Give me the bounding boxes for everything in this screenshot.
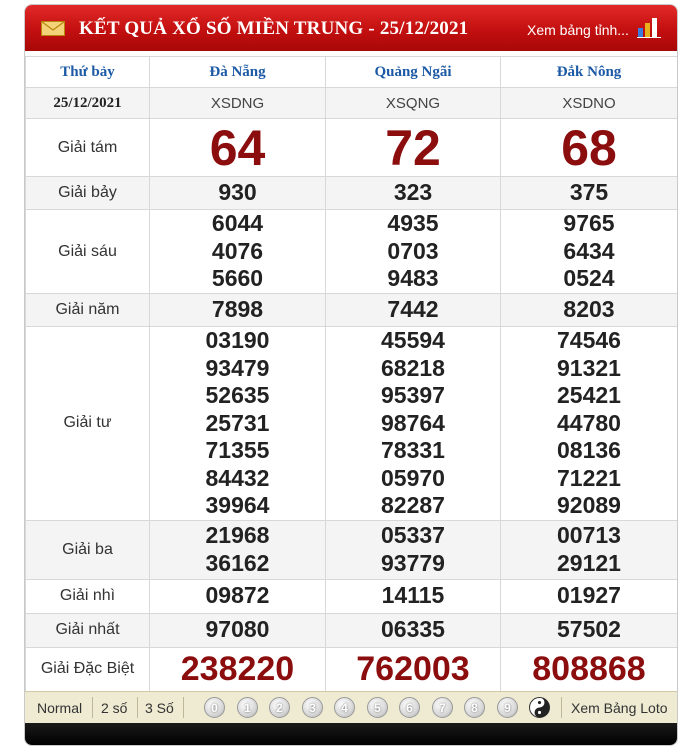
draw-date: 25/12/2021 <box>26 88 150 119</box>
digit-2-ball[interactable]: 2 <box>269 697 290 718</box>
table-row <box>26 327 678 521</box>
prize-number: 39964 <box>205 492 270 518</box>
table-row <box>26 294 678 327</box>
toolbar-divider <box>92 697 93 718</box>
digit-8-ball[interactable]: 8 <box>464 697 485 718</box>
prize-number: 5660 <box>211 265 264 292</box>
prize-number: 9483 <box>387 265 439 292</box>
prize-cell <box>150 327 326 521</box>
prize-cell <box>501 327 678 521</box>
table-row <box>26 119 678 177</box>
prize-number: 7898 <box>150 294 326 327</box>
prize-number: 25731 <box>205 409 270 436</box>
results-panel <box>24 4 678 746</box>
prize-number: 68218 <box>381 354 445 381</box>
prize-number: 52635 <box>205 382 270 408</box>
special-prize-number: 238220 <box>150 647 326 691</box>
prize-number: 7442 <box>326 294 501 327</box>
page-title: KẾT QUẢ XỔ SỐ MIỀN TRUNG - 25/12/2021 <box>79 18 469 39</box>
prize-number: 6044 <box>211 210 264 237</box>
digit-5-ball[interactable]: 5 <box>367 697 388 718</box>
prize-number: 21968 <box>205 522 270 548</box>
table-row <box>26 520 678 579</box>
prize-number: 82287 <box>381 492 445 518</box>
prize-number: 68 <box>501 119 678 177</box>
province-da-nang-link[interactable]: Đà Nẵng <box>150 57 326 88</box>
prize-number: 72 <box>326 119 501 177</box>
table-row <box>26 88 678 119</box>
prize-number: 93779 <box>381 549 445 576</box>
prize-number: 05337 <box>381 522 445 548</box>
prize-label: Giải Đặc Biệt <box>26 647 150 691</box>
three-digit-mode-button[interactable]: 3 Số <box>145 700 174 716</box>
province-quang-ngai-link[interactable]: Quảng Ngãi <box>326 57 501 88</box>
prize-cell <box>501 520 678 579</box>
prize-cell <box>326 327 501 521</box>
prize-cell <box>150 520 326 579</box>
prize-number: 08136 <box>557 437 621 463</box>
display-toolbar <box>25 691 677 723</box>
prize-number: 45594 <box>381 327 445 353</box>
digit-0-ball[interactable]: 0 <box>204 697 225 718</box>
prize-number: 01927 <box>501 579 678 613</box>
province-dak-nong-link[interactable]: Đắk Nông <box>501 57 678 88</box>
table-header-row <box>26 57 678 88</box>
prize-number: 71221 <box>557 464 621 491</box>
prize-number: 06335 <box>326 613 501 647</box>
prize-number: 9765 <box>563 210 615 237</box>
prize-number: 64 <box>150 119 326 177</box>
prize-number: 92089 <box>557 492 621 518</box>
digit-3-ball[interactable]: 3 <box>302 697 323 718</box>
special-prize-number: 808868 <box>501 647 678 691</box>
prize-number: 14115 <box>326 579 501 613</box>
prize-number: 375 <box>501 177 678 210</box>
lottery-results-table <box>25 56 678 692</box>
two-digit-mode-button[interactable]: 2 số <box>101 700 128 716</box>
bar-chart-icon[interactable] <box>637 16 661 38</box>
prize-number: 05970 <box>381 464 445 491</box>
prize-number: 97080 <box>150 613 326 647</box>
prize-number: 09872 <box>150 579 326 613</box>
prize-label: Giải sáu <box>26 210 150 294</box>
table-row <box>26 647 678 691</box>
province-code: XSDNO <box>501 88 678 119</box>
prize-number: 36162 <box>205 549 270 576</box>
prize-label: Giải bảy <box>26 177 150 210</box>
prize-number: 84432 <box>205 464 270 491</box>
prize-label: Giải tư <box>26 327 150 521</box>
prize-number: 25421 <box>557 382 621 408</box>
special-prize-number: 762003 <box>326 647 501 691</box>
normal-mode-button[interactable]: Normal <box>37 700 83 716</box>
prize-number: 8203 <box>501 294 678 327</box>
table-row <box>26 579 678 613</box>
digit-6-ball[interactable]: 6 <box>399 697 420 718</box>
prize-number: 29121 <box>557 549 621 576</box>
prize-label: Giải năm <box>26 294 150 327</box>
digit-1-ball[interactable]: 1 <box>237 697 258 718</box>
province-code: XSDNG <box>150 88 326 119</box>
prize-number: 93479 <box>205 354 270 381</box>
prize-number: 74546 <box>557 327 621 353</box>
prize-number: 6434 <box>563 237 615 264</box>
toolbar-divider <box>137 697 138 718</box>
prize-number: 930 <box>150 177 326 210</box>
prize-number: 03190 <box>205 327 270 353</box>
prize-cell <box>326 210 501 294</box>
prize-label: Giải ba <box>26 520 150 579</box>
footer-bar <box>25 723 677 745</box>
prize-label: Giải nhất <box>26 613 150 647</box>
prize-number: 95397 <box>381 382 445 408</box>
province-code: XSQNG <box>326 88 501 119</box>
envelope-icon <box>41 21 65 36</box>
prize-number: 71355 <box>205 437 270 463</box>
weekday-label: Thứ bảy <box>26 57 150 88</box>
prize-cell <box>326 520 501 579</box>
digit-7-ball[interactable]: 7 <box>432 697 453 718</box>
prize-number: 0703 <box>387 237 439 264</box>
prize-number: 0524 <box>563 265 615 292</box>
prize-number: 323 <box>326 177 501 210</box>
prize-number: 98764 <box>381 409 445 436</box>
prize-label: Giải tám <box>26 119 150 177</box>
prize-cell <box>501 210 678 294</box>
prize-label: Giải nhì <box>26 579 150 613</box>
results-header <box>25 5 677 51</box>
table-row <box>26 613 678 647</box>
table-row <box>26 177 678 210</box>
prize-number: 91321 <box>557 354 621 381</box>
yin-yang-icon[interactable] <box>529 697 550 718</box>
prize-number: 4076 <box>211 237 264 264</box>
prize-number: 44780 <box>557 409 621 436</box>
digit-9-ball[interactable]: 9 <box>497 697 518 718</box>
prize-number: 4935 <box>387 210 439 237</box>
prize-cell <box>150 210 326 294</box>
table-row <box>26 210 678 294</box>
view-loto-table-link[interactable]: Xem Bảng Loto <box>571 700 668 716</box>
toolbar-divider <box>183 697 184 718</box>
prize-number: 00713 <box>557 522 621 548</box>
digit-4-ball[interactable]: 4 <box>334 697 355 718</box>
prize-number: 57502 <box>501 613 678 647</box>
prize-number: 78331 <box>381 437 445 463</box>
view-province-table-link[interactable]: Xem bảng tỉnh... <box>527 22 629 38</box>
toolbar-divider <box>561 697 562 718</box>
